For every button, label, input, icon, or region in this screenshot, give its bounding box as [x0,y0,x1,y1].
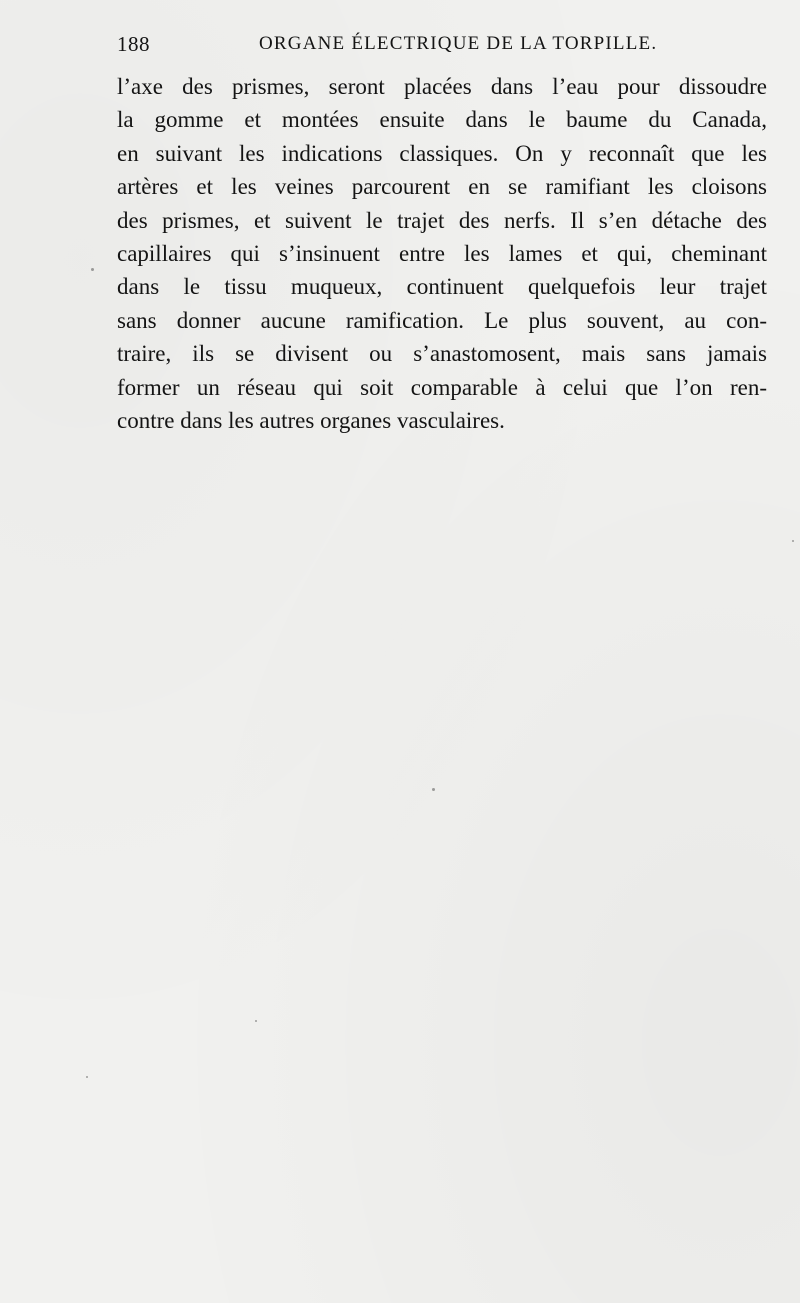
text-line: contre dans les autres organes vasculaires. [117,407,505,433]
text-line: sans donner aucune ramification. Le plus souvent, au con- [117,307,767,333]
body-paragraph [117,70,767,437]
page-header [117,32,767,62]
text-line: capillaires qui s’insinuent entre les lames et qui, cheminant [117,240,767,266]
paper-speck [86,1076,88,1078]
text-line: artères et les veines parcourent en se ramifiant les cloisons [117,174,767,200]
page-number: 188 [117,32,150,56]
paper-speck [91,268,94,271]
text-line: traire, ils se divisent ou s’anastomosent, mais sans jamais [117,341,767,367]
paper-speck [432,788,435,791]
paper-speck [792,540,794,542]
text-line: la gomme et montées ensuite dans le baume du Canada, [117,107,767,133]
text-line: l’axe des prismes, seront placées dans l’eau pour dissoudre [117,74,767,99]
paper-speck [255,1020,257,1022]
text-line: des prismes, et suivent le trajet des nerfs. Il s’en détache des [117,207,767,233]
text-line: former un réseau qui soit comparable à celui que l’on ren- [117,374,767,400]
text-line: en suivant les indications classiques. On y reconnaît que les [117,140,767,166]
running-title: ORGANE ÉLECTRIQUE DE LA TORPILLE. [259,33,658,54]
text-line: dans le tissu muqueux, continuent quelquefois leur trajet [117,274,767,300]
